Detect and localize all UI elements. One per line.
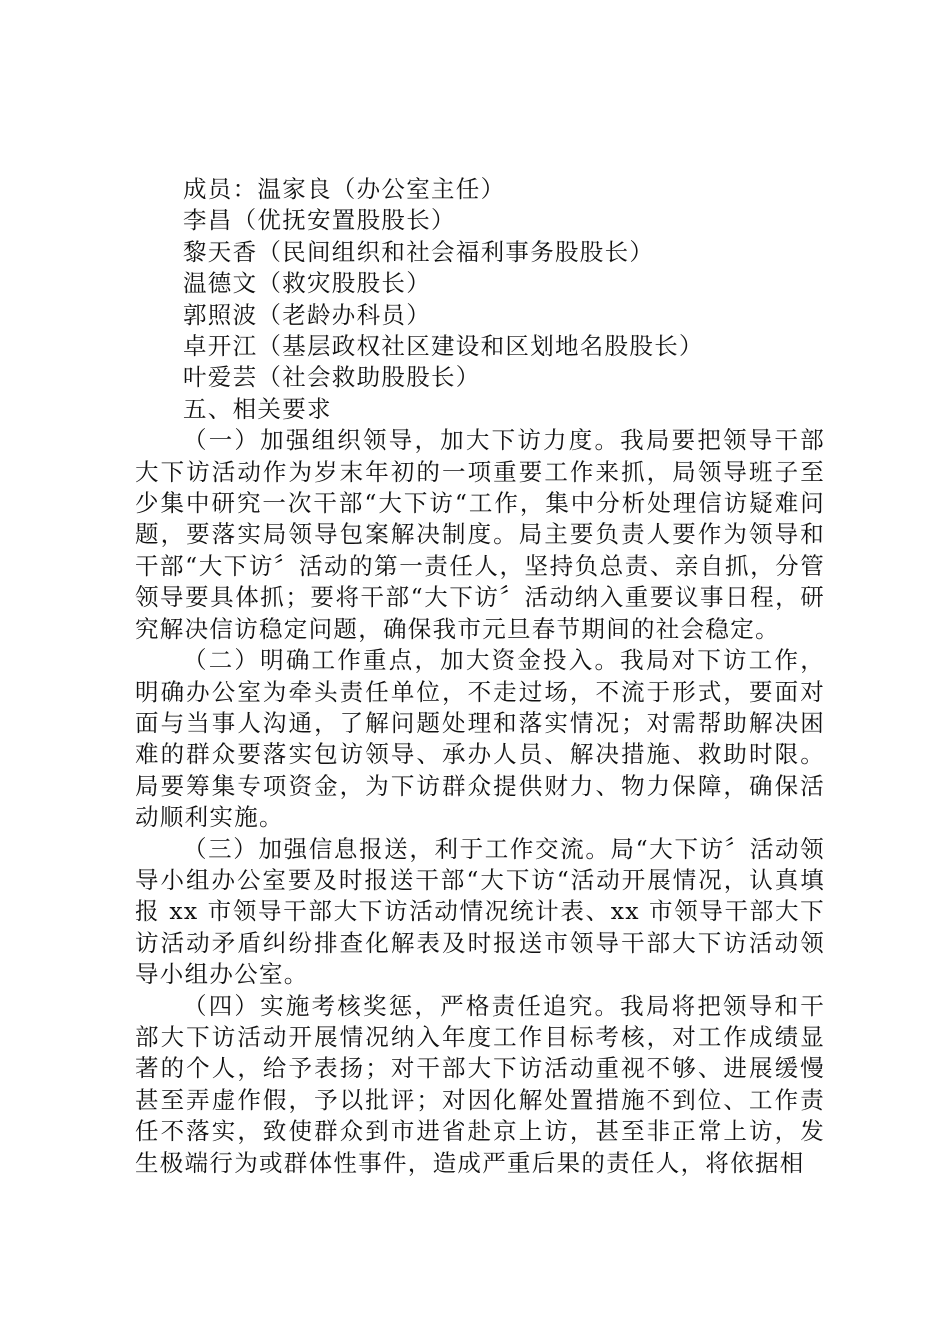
section-heading: 五、相关要求 <box>183 394 332 423</box>
member-line: 温德文（救灾股股长） <box>183 269 431 298</box>
document-body <box>135 174 825 1179</box>
paragraph: （四）实施考核奖惩，严格责任追究。我局将把领导和干部大下访活动开展情况纳入年度工作目标考核，对工作成绩显著的个人，给予表扬；对干部大下访活动重视不够、进展缓慢甚至弄虚作假，予以批评；对因化解处置措施不到位、工作责任不落实，致使群众到市进省赴京上访，甚至非正常上访，发生极端行为或群体性事件，造成严重后果的责任人，将依据相 <box>135 991 825 1177</box>
member-line: 郭照波（老龄办科员） <box>183 300 431 329</box>
paragraph: （一）加强组织领导，加大下访力度。我局要把领导干部大下访活动作为岁末年初的一项重要工作来抓，局领导班子至少集中研究一次干部“大下访“工作，集中分析处理信访疑难问题，要落实局领导包案解决制度。局主要负责人要作为领导和干部“大下访〞活动的第一责任人，坚持负总责、亲自抓，分管领导要具体抓；要将干部“大下访〞活动纳入重要议事日程，研究解决信访稳定问题，确保我市元旦春节期间的社会稳定。 <box>135 426 825 643</box>
member-line: 李昌（优抚安置股股长） <box>183 206 456 235</box>
member-line: 黎天香（民间组织和社会福利事务股股长） <box>183 237 655 266</box>
member-line: 成员：温家良（办公室主任） <box>183 175 506 203</box>
paragraph: （二）明确工作重点，加大资金投入。我局对下访工作，明确办公室为牵头责任单位，不走过场，不流于形式，要面对面与当事人沟通，了解问题处理和落实情况；对需帮助解决困难的群众要落实包访领导、承办人员、解决措施、救助时限。局要筹集专项资金，为下访群众提供财力、物力保障，确保活动顺利实施。 <box>135 646 825 832</box>
paragraph: （三）加强信息报送，利于工作交流。局“大下访〞活动领导小组办公室要及时报送干部“大下访“活动开展情况，认真填报 xx 市领导干部大下访活动情况统计表、xx 市领导干部大下访活动矛盾纠纷排查化解表及时报送市领导干部大下访活动领导小组办公室。 <box>135 834 825 989</box>
member-line: 卓开江（基层政权社区建设和区划地名股股长） <box>183 332 704 361</box>
member-line: 叶爱芸（社会救助股股长） <box>183 363 481 392</box>
